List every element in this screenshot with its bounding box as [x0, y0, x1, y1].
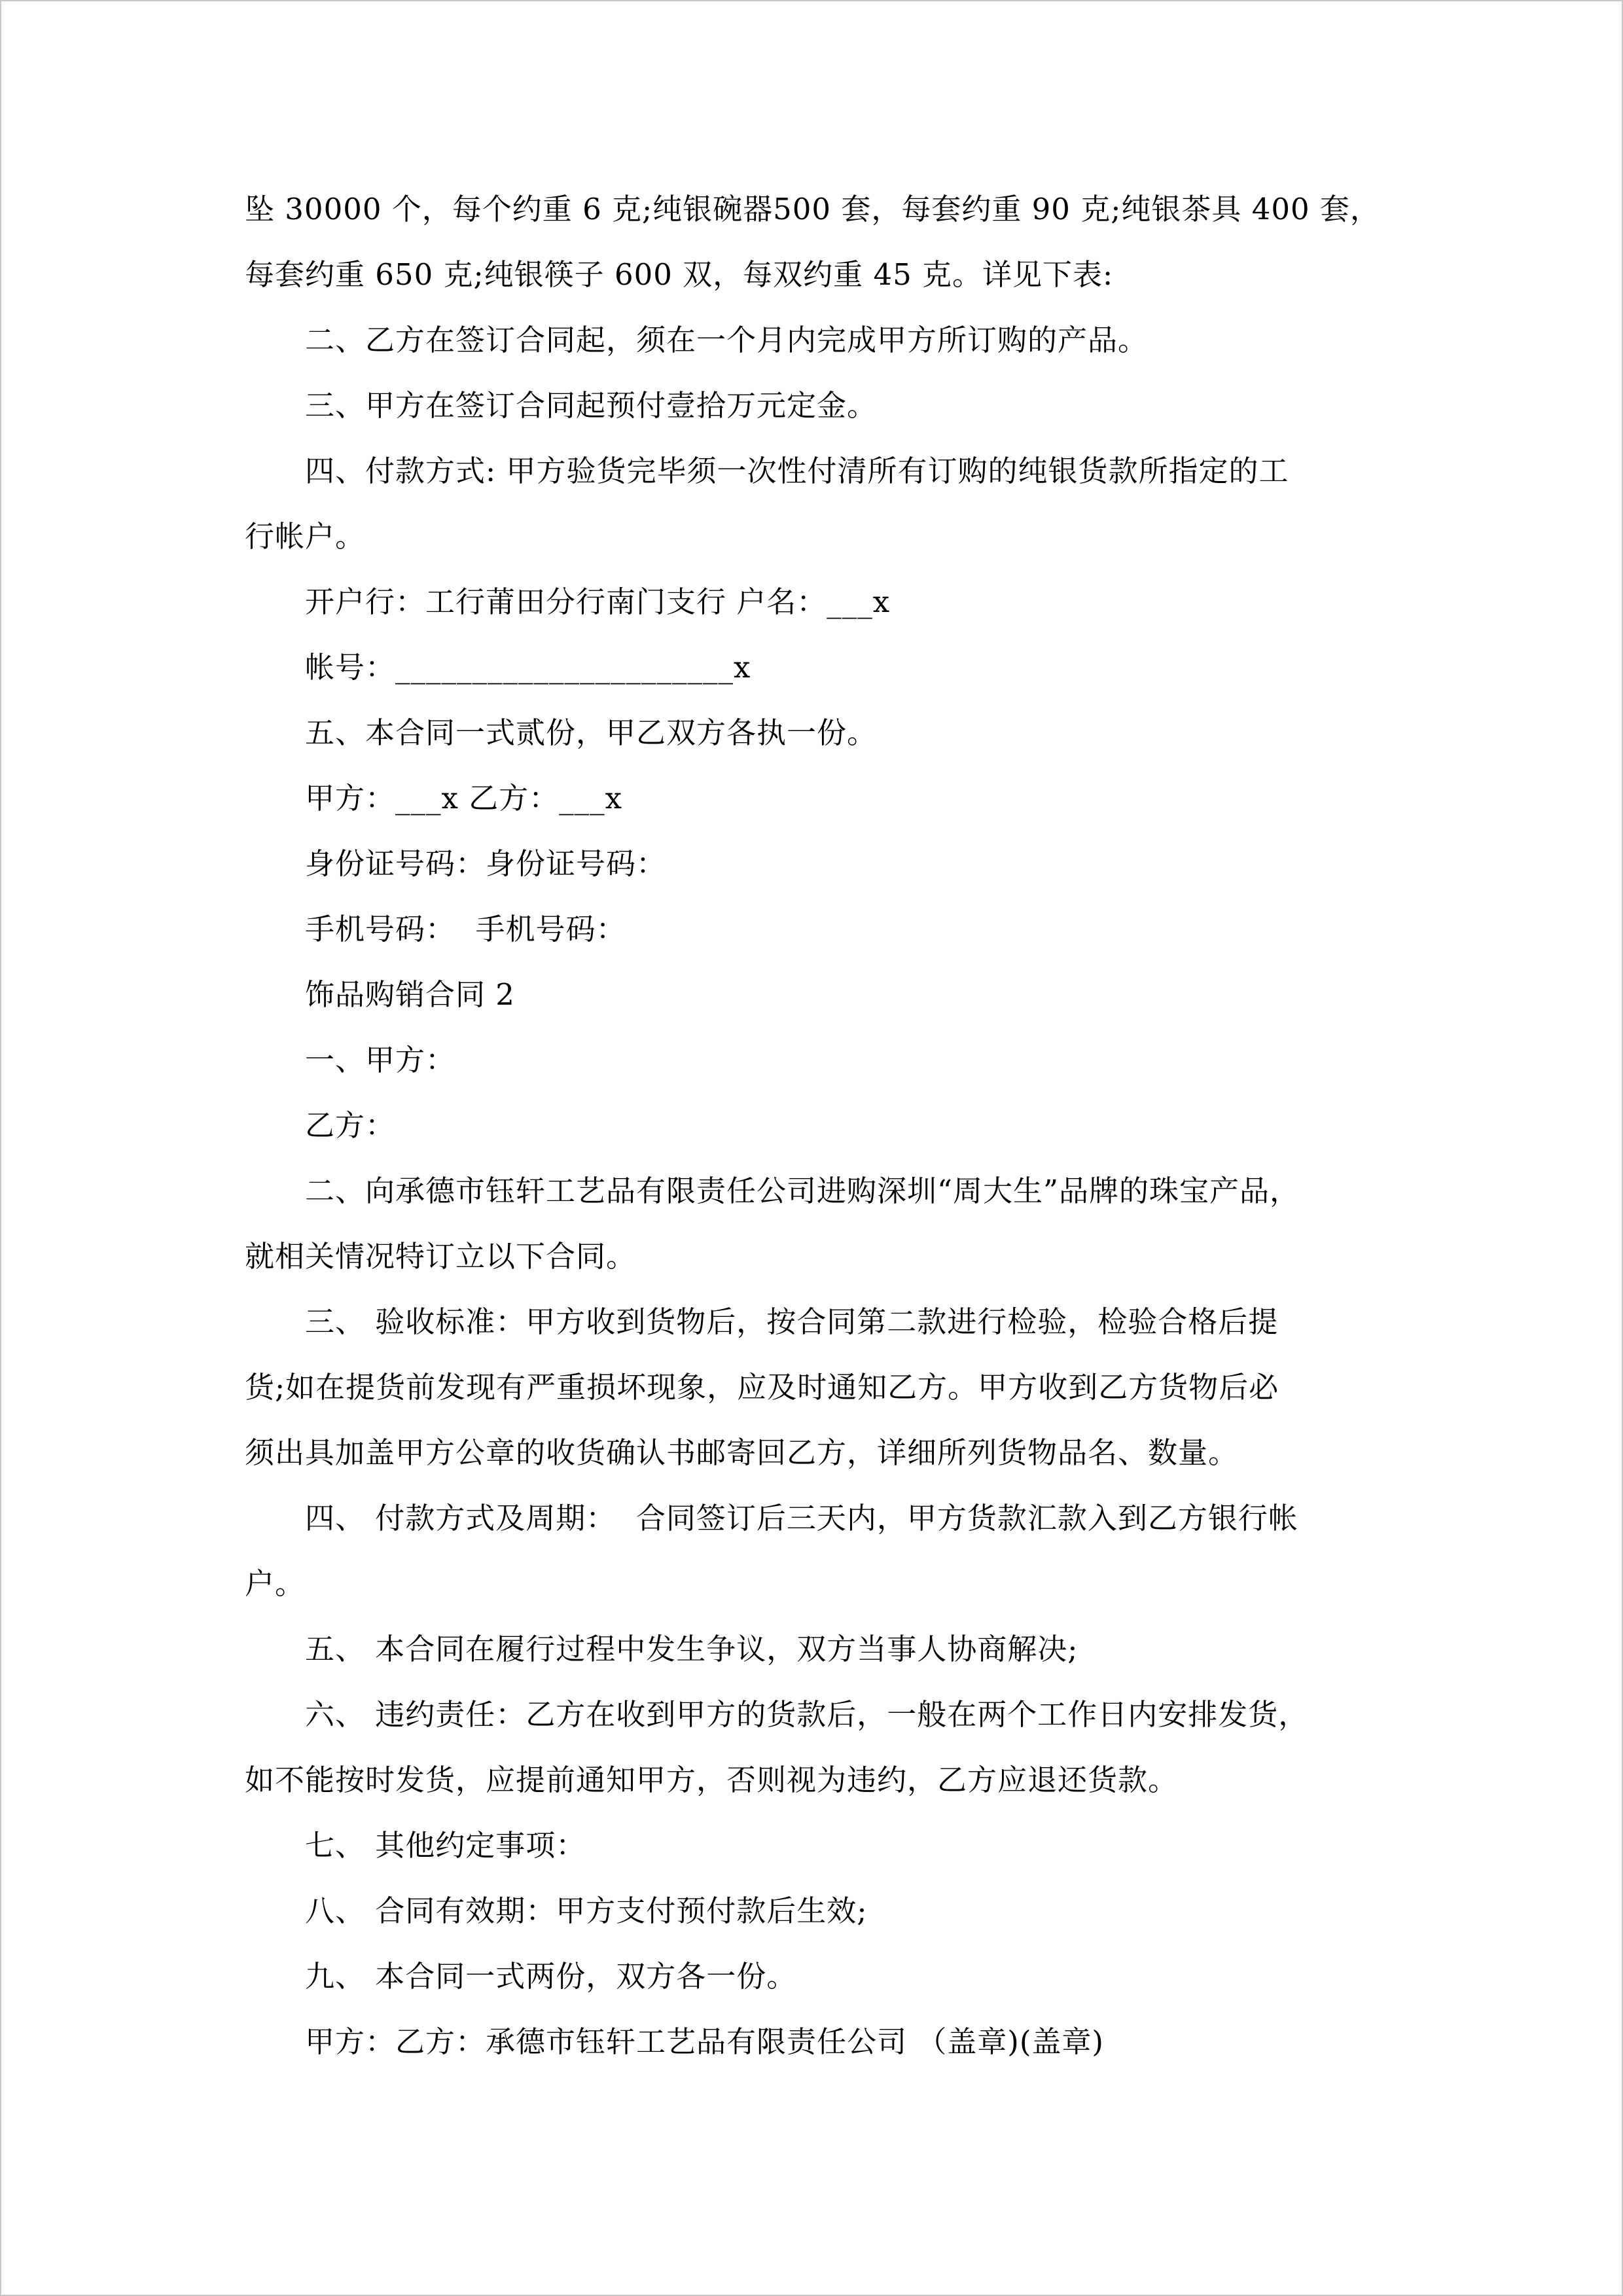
text-line: 四、 付款方式及周期： 合同签订后三天内，甲方货款汇款入到乙方银行帐: [305, 1501, 1298, 1535]
text-line: 乙方：: [305, 1108, 396, 1143]
text-line: 坠 30000 个，每个约重 6 克;纯银碗器500 套，每套约重 90 克;纯银茶具 400 套，: [245, 192, 1380, 226]
text-line: 九、 本合同一式两份，双方各一份。: [305, 1959, 797, 1994]
text-line: 二、向承德市钰轩工艺品有限责任公司进购深圳“周大生”品牌的珠宝产品，: [305, 1174, 1300, 1208]
text-line: 甲方：乙方：承德市钰轩工艺品有限责任公司 （盖章)(盖章): [305, 2024, 1104, 2059]
text-line: 饰品购销合同 2: [305, 977, 515, 1012]
text-line: 六、 违约责任：乙方在收到甲方的货款后，一般在两个工作日内安排发货，: [305, 1697, 1309, 1732]
text-line: 八、 合同有效期：甲方支付预付款后生效;: [305, 1893, 868, 1928]
text-line: 五、本合同一式贰份，甲乙双方各执一份。: [305, 715, 878, 750]
text-line: 如不能按时发货，应提前通知甲方，否则视为违约，乙方应退还货款。: [245, 1763, 1179, 1797]
text-line: 身份证号码：身份证号码：: [305, 846, 667, 881]
text-line: 五、 本合同在履行过程中发生争议，双方当事人协商解决;: [305, 1632, 1079, 1666]
text-line: 四、付款方式: 甲方验货完毕须一次性付清所有订购的纯银货款所指定的工: [305, 454, 1289, 488]
text-line: 手机号码： 手机号码：: [305, 912, 626, 946]
text-line: 行帐户。: [245, 519, 366, 554]
text-line: 一、甲方：: [305, 1043, 456, 1077]
text-line: 三、甲方在签订合同起预付壹拾万元定金。: [305, 388, 878, 423]
text-line: 帐号：______________________x: [305, 650, 751, 685]
text-line: 七、 其他约定事项：: [305, 1828, 586, 1863]
text-line: 甲方：___x 乙方：___x: [305, 781, 623, 816]
text-line: 就相关情况特订立以下合同。: [245, 1239, 637, 1274]
text-line: 每套约重 650 克;纯银筷子 600 双，每双约重 45 克。详见下表:: [245, 257, 1114, 292]
text-line: 二、乙方在签订合同起，须在一个月内完成甲方所订购的产品。: [305, 323, 1149, 357]
text-line: 开户行：工行莆田分行南门支行 户名：___x: [305, 584, 891, 619]
text-line: 户。: [245, 1566, 306, 1601]
document-body: [245, 177, 1381, 2075]
text-line: 须出具加盖甲方公章的收货确认书邮寄回乙方，详细所列货物品名、数量。: [245, 1435, 1239, 1470]
text-line: 货;如在提货前发现有严重损坏现象，应及时通知乙方。甲方收到乙方货物后必: [245, 1370, 1279, 1405]
text-line: 三、 验收标准：甲方收到货物后，按合同第二款进行检验，检验合格后提: [305, 1304, 1279, 1339]
